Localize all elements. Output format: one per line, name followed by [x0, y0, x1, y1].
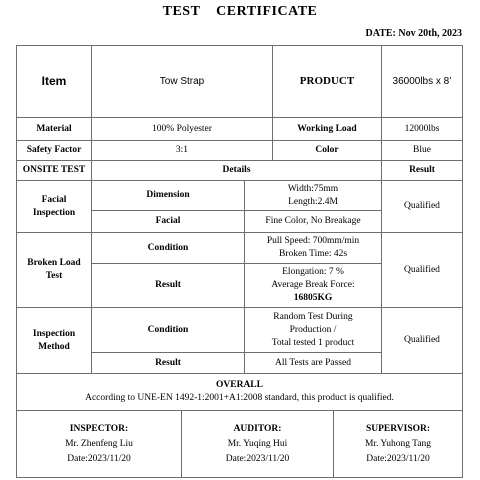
- facial-label: Facial: [92, 211, 245, 233]
- details-header: Details: [92, 161, 382, 181]
- certificate-title: TEST CERTIFICATE: [162, 4, 318, 19]
- supervisor-role: SUPERVISOR:: [365, 423, 431, 434]
- dimension-value: [245, 181, 382, 211]
- color-label: Color: [273, 141, 382, 161]
- inspector-role: INSPECTOR:: [69, 423, 129, 434]
- broken-load-result: Qualified: [382, 233, 462, 308]
- pull-speed: Pull Speed: 700mm/min: [266, 236, 360, 246]
- broken-load-label-line2: Test: [45, 271, 63, 281]
- broken-load-test-label: [17, 233, 92, 308]
- inspection-result-label: Result: [92, 353, 245, 374]
- auditor-role: AUDITOR:: [233, 423, 282, 434]
- auditor-block: [182, 411, 334, 477]
- inspection-condition-line2: Production /: [289, 324, 337, 335]
- facial-value: Fine Color, No Breakage: [245, 211, 382, 233]
- overall-section: [17, 374, 462, 411]
- product-label: PRODUCT: [273, 46, 382, 118]
- facial-inspection-label-line2: Inspection: [32, 207, 76, 218]
- material-label: Material: [17, 118, 92, 141]
- dimension-width: Width:75mm: [287, 183, 339, 194]
- broken-load-label-line1: Broken Load: [27, 258, 81, 268]
- item-value: Tow Strap: [92, 46, 273, 118]
- facial-inspection-label-line1: Facial: [41, 194, 67, 205]
- inspector-block: [17, 411, 182, 477]
- inspector-date: Date:2023/11/20: [67, 453, 131, 464]
- inspector-name: Mr. Zhenfeng Liu: [65, 438, 133, 449]
- working-load-value: 12000lbs: [382, 118, 462, 141]
- broken-load-condition-label: Condition: [92, 233, 245, 264]
- broken-load-result-label: Result: [92, 264, 245, 308]
- material-value: 100% Polyester: [92, 118, 273, 141]
- average-break-force-label: Average Break Force:: [271, 280, 355, 290]
- broken-load-result-value: [245, 264, 382, 308]
- auditor-date: Date:2023/11/20: [225, 453, 290, 464]
- facial-inspection-result: Qualified: [382, 181, 462, 233]
- dimension-length: Length:2.4M: [288, 196, 338, 207]
- inspection-condition-line1: Random Test During: [273, 311, 353, 322]
- color-value: Blue: [382, 141, 462, 161]
- certificate-table: [16, 45, 463, 478]
- result-header: Result: [382, 161, 462, 181]
- average-break-force-value: 16805KG: [293, 293, 333, 303]
- inspection-method-result: Qualified: [382, 308, 462, 374]
- inspection-method-label: [17, 308, 92, 374]
- item-label: Item: [17, 46, 92, 118]
- supervisor-name: Mr. Yuhong Tang: [364, 438, 432, 449]
- supervisor-block: [334, 411, 462, 477]
- elongation: Elongation: 7 %: [282, 267, 344, 277]
- dimension-label: Dimension: [92, 181, 245, 211]
- broken-time: Broken Time: 42s: [278, 249, 348, 259]
- overall-title: OVERALL: [216, 380, 263, 390]
- onsite-test-header: ONSITE TEST: [17, 161, 92, 181]
- inspection-condition-line3: Total tested 1 product: [271, 337, 355, 348]
- inspection-method-label-line2: Method: [38, 341, 70, 352]
- inspection-condition-value: [245, 308, 382, 353]
- safety-factor-value: 3:1: [92, 141, 273, 161]
- inspection-result-value: All Tests are Passed: [245, 353, 382, 374]
- supervisor-date: Date:2023/11/20: [366, 453, 430, 464]
- overall-text: According to UNE-EN 1492-1:2001+A1:2008 standard, this product is qualified.: [85, 393, 394, 403]
- certificate-date: DATE: Nov 20th, 2023: [365, 28, 462, 39]
- auditor-name: Mr. Yuqing Hui: [227, 438, 288, 449]
- inspection-condition-label: Condition: [92, 308, 245, 353]
- safety-factor-label: Safety Factor: [17, 141, 92, 161]
- product-value: 36000lbs x 8’: [382, 46, 462, 118]
- working-load-label: Working Load: [273, 118, 382, 141]
- inspection-method-label-line1: Inspection: [32, 328, 76, 339]
- facial-inspection-label: [17, 181, 92, 233]
- broken-load-condition-value: [245, 233, 382, 264]
